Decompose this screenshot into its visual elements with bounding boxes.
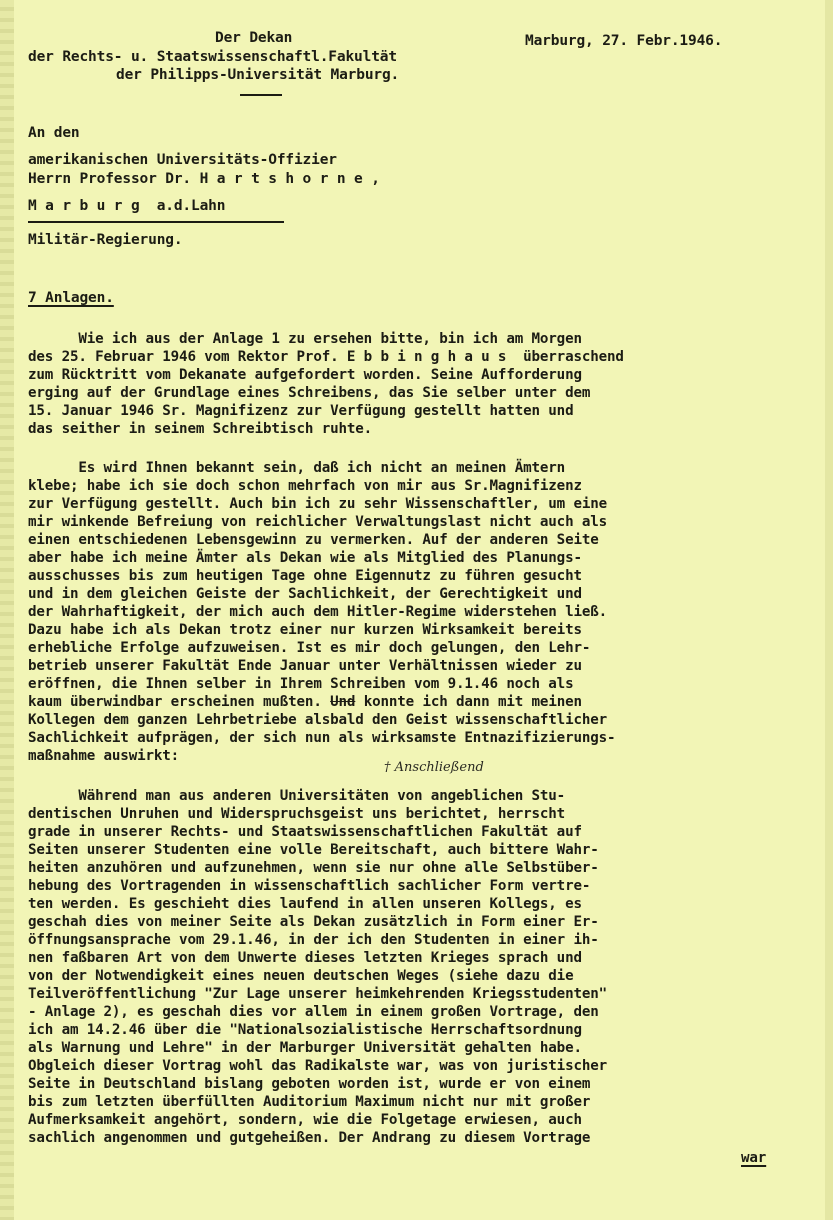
- recipient-line-5: Militär-Regierung.: [28, 232, 183, 248]
- text-line: bis zum letzten überfüllten Auditorium Maximum nicht nur mit großer: [28, 1094, 591, 1110]
- text-line: einen entschiedenen Lebensgewinn zu vermerken. Auf der anderen Seite: [28, 532, 599, 548]
- header-divider: [240, 94, 282, 96]
- text-line-with-correction: [28, 694, 582, 711]
- text-line: Kollegen dem ganzen Lehrbetriebe alsbald den Geist wissenschaftlicher: [28, 712, 608, 728]
- text-line: eröffnen, die Ihnen selber in Ihrem Schreiben vom 9.1.46 noch als: [28, 676, 574, 692]
- text-segment: kaum überwindbar erscheinen mußten.: [28, 694, 322, 710]
- recipient-line-1: An den: [28, 125, 80, 141]
- text-line: geschah dies von meiner Seite als Dekan zusätzlich in Form einer Er-: [28, 914, 599, 930]
- text-line: des 25. Februar 1946 vom Rektor Prof. E b b i n g h a u s überraschend: [28, 349, 624, 365]
- catchword: war: [741, 1150, 767, 1166]
- text-line: erging auf der Grundlage eines Schreibens, das Sie selber unter dem: [28, 385, 591, 401]
- text-line: Es wird Ihnen bekannt sein, daß ich nicht an meinen Ämtern: [28, 460, 566, 476]
- enclosures-note: 7 Anlagen.: [28, 290, 114, 306]
- text-segment: konnte ich dann mit meinen: [355, 694, 582, 710]
- text-line: sachlich angenommen und gutgeheißen. Der Andrang zu diesem Vortrage: [28, 1130, 591, 1146]
- text-line: nen faßbaren Art von dem Unwerte dieses letzten Krieges sprach und: [28, 950, 582, 966]
- text-line: zum Rücktritt vom Dekanate aufgefordert worden. Seine Aufforderung: [28, 367, 582, 383]
- text-line: als Warnung und Lehre" in der Marburger Universität gehalten habe.: [28, 1040, 582, 1056]
- text-line: öffnungsansprache vom 29.1.46, in der ich den Studenten in einer ih-: [28, 932, 599, 948]
- place-date: Marburg, 27. Febr.1946.: [525, 33, 723, 49]
- text-line: Wie ich aus der Anlage 1 zu ersehen bitte, bin ich am Morgen: [28, 331, 582, 347]
- text-line: maßnahme auswirkt:: [28, 748, 180, 764]
- sender-line-3: der Philipps-Universität Marburg.: [116, 67, 400, 83]
- recipient-divider: [28, 221, 284, 223]
- text-line: Während man aus anderen Universitäten von angeblichen Stu-: [28, 788, 566, 804]
- text-line: Seiten unserer Studenten eine volle Bereitschaft, auch bittere Wahr-: [28, 842, 599, 858]
- text-line: aber habe ich meine Ämter als Dekan wie als Mitglied des Planungs-: [28, 550, 582, 566]
- text-line: - Anlage 2), es geschah dies vor allem in einem großen Vortrage, den: [28, 1004, 599, 1020]
- text-line: mir winkende Befreiung von reichlicher Verwaltungslast nicht auch als: [28, 514, 608, 530]
- handwritten-note: † Anschließend: [384, 760, 484, 775]
- text-line: ich am 14.2.46 über die "Nationalsozialistische Herrschaftsordnung: [28, 1022, 582, 1038]
- sender-line-2: der Rechts- u. Staatswissenschaftl.Fakultät: [28, 49, 397, 65]
- sender-line-1: Der Dekan: [215, 30, 293, 46]
- text-line: ten werden. Es geschieht dies laufend in allen unseren Kollegs, es: [28, 896, 582, 912]
- text-line: ausschusses bis zum heutigen Tage ohne Eigennutz zu führen gesucht: [28, 568, 582, 584]
- text-line: dentischen Unruhen und Widerspruchsgeist uns berichtet, herrscht: [28, 806, 566, 822]
- text-line: klebe; habe ich sie doch schon mehrfach von mir aus Sr.Magnifizenz: [28, 478, 582, 494]
- recipient-line-2: amerikanischen Universitäts-Offizier: [28, 152, 337, 168]
- text-line: Teilveröffentlichung "Zur Lage unserer heimkehrenden Kriegsstudenten": [28, 986, 608, 1002]
- paper-edge-left: [0, 0, 14, 1220]
- text-line: zur Verfügung gestellt. Auch bin ich zu sehr Wissenschaftler, um eine: [28, 496, 608, 512]
- text-line: und in dem gleichen Geiste der Sachlichkeit, der Gerechtigkeit und: [28, 586, 582, 602]
- text-line: Aufmerksamkeit angehört, sondern, wie die Folgetage erwiesen, auch: [28, 1112, 582, 1128]
- text-line: der Wahrhaftigkeit, der mich auch dem Hitler-Regime widerstehen ließ.: [28, 604, 608, 620]
- text-line: hebung des Vortragenden in wissenschaftlich sachlicher Form vertre-: [28, 878, 591, 894]
- recipient-line-3: Herrn Professor Dr. H a r t s h o r n e ,: [28, 171, 380, 187]
- text-line: 15. Januar 1946 Sr. Magnifizenz zur Verfügung gestellt hatten und: [28, 403, 574, 419]
- text-line: betrieb unserer Fakultät Ende Januar unter Verhältnissen wieder zu: [28, 658, 582, 674]
- text-line: erhebliche Erfolge aufzuweisen. Ist es mir doch gelungen, den Lehr-: [28, 640, 591, 656]
- text-line: Obgleich dieser Vortrag wohl das Radikalste war, was von juristischer: [28, 1058, 608, 1074]
- text-line: Seite in Deutschland bislang geboten worden ist, wurde er von einem: [28, 1076, 591, 1092]
- text-line: Dazu habe ich als Dekan trotz einer nur kurzen Wirksamkeit bereits: [28, 622, 582, 638]
- text-line: grade in unserer Rechts- und Staatswissenschaftlichen Fakultät auf: [28, 824, 582, 840]
- text-line: von der Notwendigkeit eines neuen deutschen Weges (siehe dazu die: [28, 968, 574, 984]
- struck-word: Und: [330, 694, 356, 710]
- recipient-line-4: M a r b u r g a.d.Lahn: [28, 198, 226, 214]
- text-line: Sachlichkeit aufprägen, der sich nun als wirksamste Entnazifizierungs-: [28, 730, 616, 746]
- text-line: heiten anzuhören und aufzunehmen, wenn sie nur ohne alle Selbstüber-: [28, 860, 599, 876]
- paper-edge-right: [825, 0, 833, 1220]
- text-line: das seither in seinem Schreibtisch ruhte.: [28, 421, 373, 437]
